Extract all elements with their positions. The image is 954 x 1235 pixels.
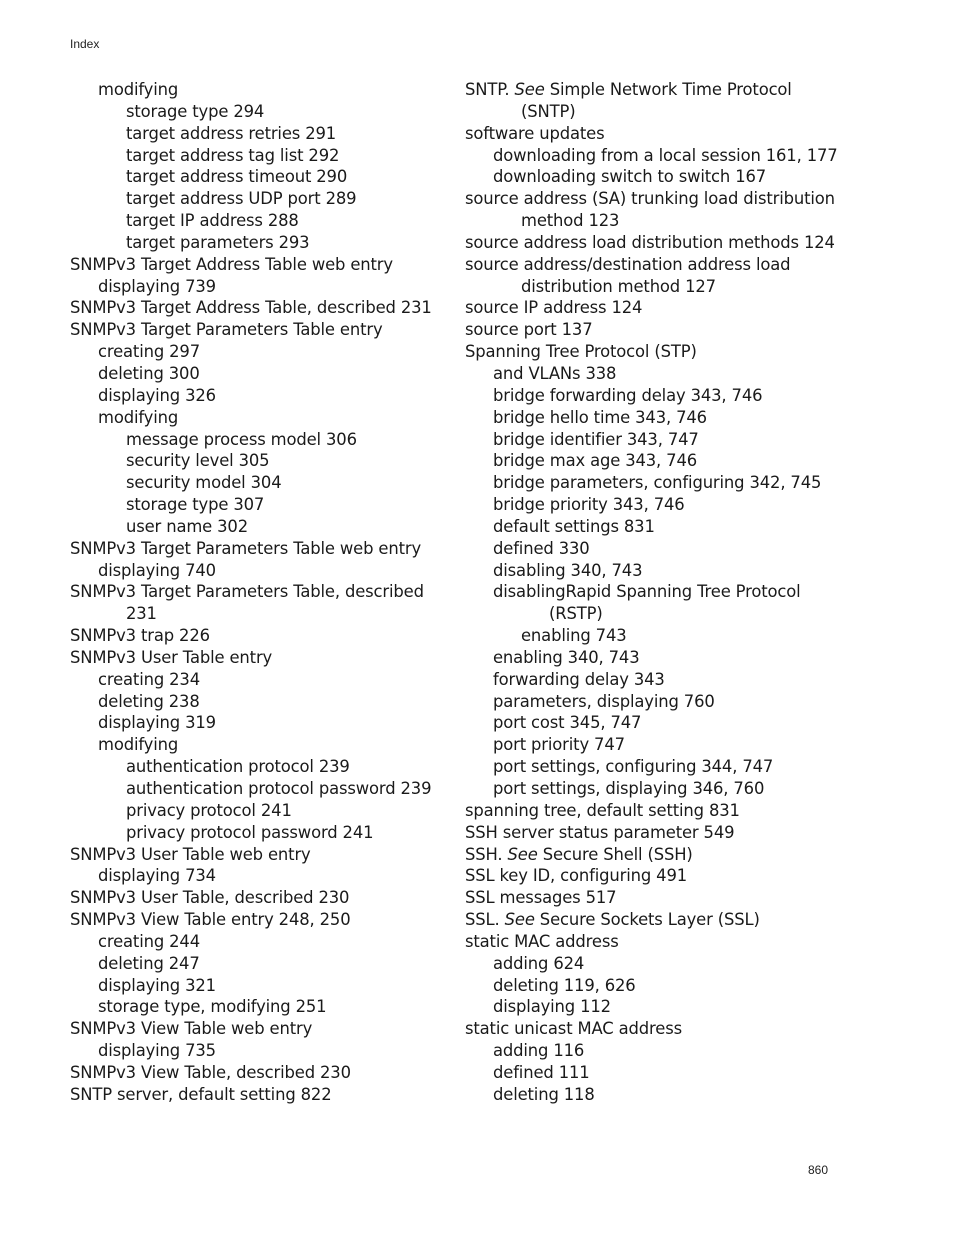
index-entry: message process model 306 <box>126 429 357 449</box>
index-entry: creating 234 <box>98 669 200 689</box>
index-entry: target address timeout 290 <box>126 167 348 187</box>
index-entry <box>465 844 835 866</box>
index-entry: displaying 321 <box>98 975 216 995</box>
index-entry: SNMPv3 Target Parameters Table entry <box>70 320 383 340</box>
index-entry: adding 624 <box>493 953 585 973</box>
index-entry: SNMPv3 View Table, described 230 <box>70 1062 351 1082</box>
index-entry: target address tag list 292 <box>126 145 340 165</box>
index-entry: displaying 326 <box>98 385 216 405</box>
index-entry: displaying 735 <box>98 1041 216 1061</box>
index-entry: authentication protocol 239 <box>126 757 350 777</box>
index-entry: and VLANs 338 <box>493 363 617 383</box>
index-entry: bridge hello time 343, 746 <box>493 407 707 427</box>
index-entry: Spanning Tree Protocol (STP) <box>465 342 697 362</box>
index-entry: forwarding delay 343 <box>493 669 665 689</box>
index-entry: static unicast MAC address <box>465 1019 682 1039</box>
index-entry: SNMPv3 Target Address Table, described 231 <box>70 298 432 318</box>
index-entry: SNMPv3 Target Parameters Table, described <box>70 582 424 602</box>
entry-target: Secure Sockets Layer (SSL) <box>534 910 760 930</box>
index-entry: authentication protocol password 239 <box>126 779 432 798</box>
index-entry: displaying 734 <box>98 866 216 886</box>
index-entry: target parameters 293 <box>126 232 310 252</box>
index-entry: user name 302 <box>126 516 248 536</box>
index-entry: spanning tree, default setting 831 <box>465 800 740 820</box>
index-entry: SNMPv3 User Table web entry <box>70 844 311 864</box>
index-entry: displaying 739 <box>98 276 216 296</box>
index-entry: adding 116 <box>493 1041 585 1061</box>
index-entry: displaying 112 <box>493 997 611 1017</box>
index-entry: source port 137 <box>465 320 593 340</box>
index-entry: storage type, modifying 251 <box>98 997 327 1017</box>
index-entry: SNMPv3 trap 226 <box>70 626 210 646</box>
entry-target: Simple Network Time Protocol <box>544 80 792 99</box>
running-header: Index <box>70 37 100 51</box>
index-entry: deleting 238 <box>98 691 200 711</box>
index-entry: software updates <box>465 123 605 143</box>
index-entry: displaying 319 <box>98 713 216 733</box>
index-entry: SSL key ID, configuring 491 <box>465 866 688 886</box>
index-entry: bridge identifier 343, 747 <box>493 429 699 449</box>
index-entry: SSL messages 517 <box>465 888 617 908</box>
index-entry: bridge forwarding delay 343, 746 <box>493 385 763 405</box>
index-entry: target address UDP port 289 <box>126 189 357 209</box>
entry-term: SSH. <box>465 844 508 864</box>
index-entry: SNMPv3 User Table entry <box>70 647 273 667</box>
index-entry: deleting 247 <box>98 953 200 973</box>
index-entry: enabling 743 <box>521 626 627 646</box>
entry-target: Secure Shell (SSH) <box>537 844 693 864</box>
index-entry: source address load distribution methods 124 <box>465 232 835 252</box>
index-entry: modifying <box>98 407 179 427</box>
see-reference: See <box>507 844 538 864</box>
index-entry: deleting 300 <box>98 363 200 383</box>
index-entry: deleting 118 <box>493 1084 595 1104</box>
index-entry: (RSTP) <box>549 604 603 624</box>
index-entry: static MAC address <box>465 931 619 951</box>
index-column-right <box>465 79 838 1106</box>
index-entry: port cost 345, 747 <box>493 713 642 733</box>
index-entry: privacy protocol 241 <box>126 800 292 820</box>
index-entry: 231 <box>126 604 157 624</box>
index-entry: target IP address 288 <box>126 211 299 231</box>
index-entry: security level 305 <box>126 451 270 471</box>
index-entry: SNMPv3 Target Address Table web entry <box>70 254 393 274</box>
see-reference: See <box>504 910 535 930</box>
index-entry: target address retries 291 <box>126 123 337 143</box>
index-entry: SNTP server, default setting 822 <box>70 1084 332 1104</box>
index-entry: modifying <box>98 80 179 99</box>
index-entry: bridge max age 343, 746 <box>493 451 698 471</box>
index-column-left <box>70 79 440 1106</box>
index-entry: displaying 740 <box>98 560 216 580</box>
index-entry: bridge parameters, configuring 342, 745 <box>493 473 822 493</box>
index-entry: source IP address 124 <box>465 298 643 318</box>
index-entry: SNMPv3 User Table, described 230 <box>70 888 350 908</box>
index-entry: deleting 119, 626 <box>493 975 636 995</box>
index-entry: distribution method 127 <box>521 276 716 296</box>
entry-term: SSL. <box>465 910 505 930</box>
index-entry: port settings, configuring 344, 747 <box>493 757 774 777</box>
index-entry: downloading switch to switch 167 <box>493 167 767 187</box>
index-entry: port settings, displaying 346, 760 <box>493 779 765 798</box>
index-entry: defined 111 <box>493 1062 590 1082</box>
index-entry: modifying <box>98 735 179 755</box>
page-number: 860 <box>808 1163 829 1177</box>
index-entry: storage type 294 <box>126 101 265 121</box>
entry-term: SNTP. <box>465 80 515 99</box>
index-entry: creating 297 <box>98 342 200 362</box>
index-entry: SNMPv3 Target Parameters Table web entry <box>70 538 422 558</box>
index-entry: security model 304 <box>126 473 282 493</box>
index-entry: source address/destination address load <box>465 254 791 274</box>
index-entry: source address (SA) trunking load distribution <box>465 189 835 209</box>
index-entry: SNMPv3 View Table entry 248, 250 <box>70 910 351 930</box>
index-entry: default settings 831 <box>493 516 655 536</box>
index-entry: privacy protocol password 241 <box>126 822 374 842</box>
index-entry: enabling 340, 743 <box>493 647 640 667</box>
index-entry: port priority 747 <box>493 735 625 755</box>
index-entry: disablingRapid Spanning Tree Protocol <box>493 582 801 602</box>
index-entry: downloading from a local session 161, 177 <box>493 145 838 165</box>
index-entry: SSH server status parameter 549 <box>465 822 735 842</box>
see-reference: See <box>514 80 545 99</box>
index-entry: bridge priority 343, 746 <box>493 495 685 515</box>
index-entry: storage type 307 <box>126 495 265 515</box>
index-entry <box>465 909 835 931</box>
index-entry: creating 244 <box>98 931 200 951</box>
index-entry <box>465 79 835 101</box>
index-entry: method 123 <box>521 211 620 231</box>
index-entry: defined 330 <box>493 538 590 558</box>
index-entry: parameters, displaying 760 <box>493 691 715 711</box>
index-entry: SNMPv3 View Table web entry <box>70 1019 313 1039</box>
index-entry: disabling 340, 743 <box>493 560 643 580</box>
index-entry: (SNTP) <box>521 101 576 121</box>
